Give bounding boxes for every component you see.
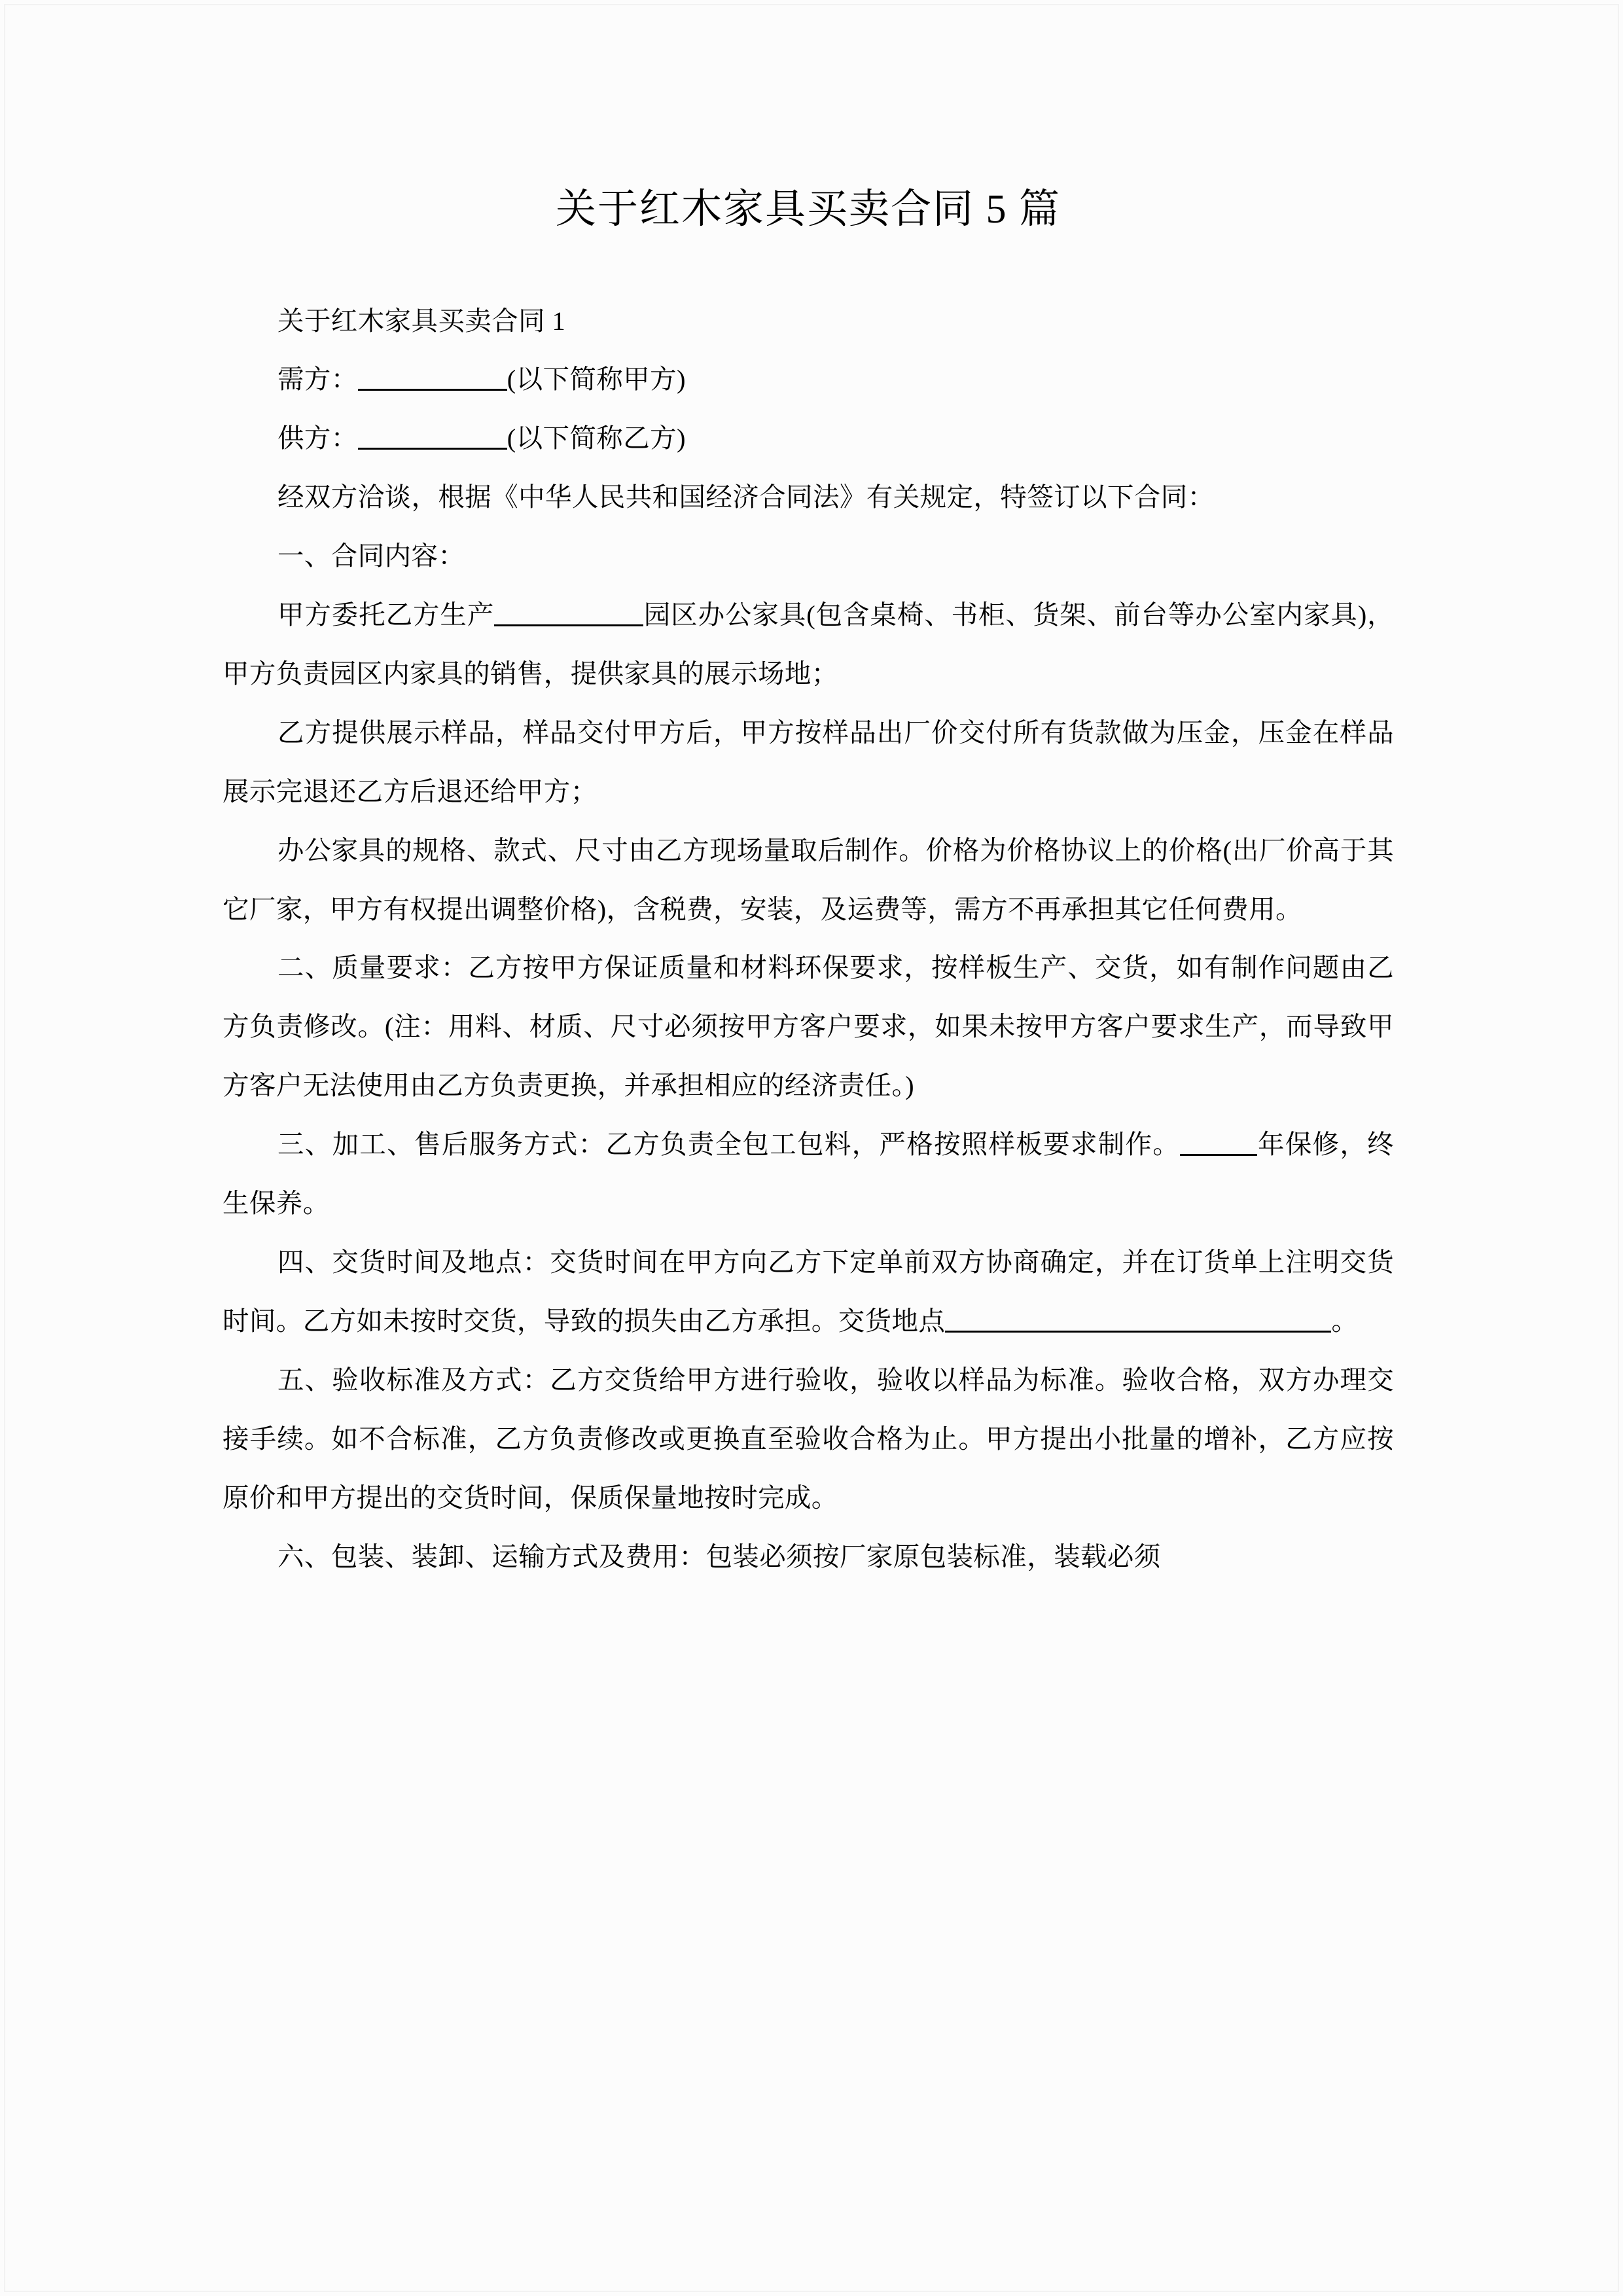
section-1-paragraph-1-suffix: 园区办公家具(包含桌椅、书柜、货架、前台等办公室内家具)，甲方负责园区内家具的销售，提供家具的展示场地； — [223, 600, 1394, 689]
page-title: 关于红木家具买卖合同 5 篇 — [555, 187, 1061, 232]
section-3-paragraph-1 — [223, 1115, 1394, 1233]
supplier-line — [223, 409, 1394, 468]
demander-line — [223, 350, 1394, 409]
section-2-paragraph-1: 二、质量要求：乙方按甲方保证质量和材料环保要求，按样板生产、交货，如有制作问题由乙方负责修改。(注：用料、材质、尺寸必须按甲方客户要求，如果未按甲方客户要求生产，而导致甲方客户无法使用由乙方负责更换，并承担相应的经济责任。) — [223, 953, 1394, 1101]
section-3-paragraph-1-prefix: 三、加工、售后服务方式：乙方负责全包工包料，严格按照样板要求制作。 — [277, 1130, 1181, 1160]
section-1-paragraph-3: 办公家具的规格、款式、尺寸由乙方现场量取后制作。价格为价格协议上的价格(出厂价高于其它厂家，甲方有权提出调整价格)，含税费，安装，及运费等，需方不再承担其它任何费用。 — [223, 835, 1394, 924]
section-1-paragraph-2: 乙方提供展示样品，样品交付甲方后，甲方按样品出厂价交付所有货款做为压金，压金在样品展示完退还乙方后退还给甲方； — [223, 717, 1394, 806]
demander-label: 需方： — [277, 365, 358, 395]
section-4-paragraph-1-suffix: 。 — [1331, 1306, 1359, 1336]
contract-heading-line: 关于红木家具买卖合同 1 — [277, 306, 566, 336]
supplier-label: 供方： — [277, 423, 358, 454]
demander-suffix: (以下简称甲方) — [507, 365, 686, 395]
preamble-paragraph: 经双方洽谈，根据《中华人民共和国经济合同法》有关规定，特签订以下合同： — [277, 482, 1215, 512]
production-site-blank-field[interactable] — [494, 624, 643, 626]
section-1-heading: 一、合同内容： — [277, 541, 465, 571]
section-3-paragraph-1-suffix: 年保修，终生保养。 — [223, 1130, 1395, 1219]
demander-blank-field[interactable] — [358, 389, 507, 391]
document-body — [223, 292, 1394, 1587]
section-6-paragraph-1: 六、包装、装卸、运输方式及费用：包装必须按厂家原包装标准，装载必须 — [277, 1541, 1161, 1571]
supplier-suffix: (以下简称乙方) — [507, 423, 686, 454]
section-1-paragraph-1 — [223, 586, 1394, 704]
section-4-paragraph-1 — [223, 1233, 1394, 1351]
document-content — [223, 0, 1394, 1586]
section-1-paragraph-1-prefix: 甲方委托乙方生产 — [277, 600, 495, 630]
section-5-paragraph-1: 五、验收标准及方式：乙方交货给甲方进行验收，验收以样品为标准。验收合格，双方办理交接手续。如不合标准，乙方负责修改或更换直至验收合格为止。甲方提出小批量的增补，乙方应按原价和甲方提出的交货时间，保质保量地按时完成。 — [223, 1365, 1394, 1513]
warranty-years-blank-field[interactable] — [1180, 1154, 1257, 1156]
supplier-blank-field[interactable] — [358, 448, 507, 450]
delivery-location-blank-field[interactable] — [945, 1331, 1331, 1333]
section-4-paragraph-1-prefix: 四、交货时间及地点：交货时间在甲方向乙方下定单前双方协商确定，并在订货单上注明交货时间。乙方如未按时交货，导致的损失由乙方承担。交货地点 — [223, 1247, 1394, 1336]
